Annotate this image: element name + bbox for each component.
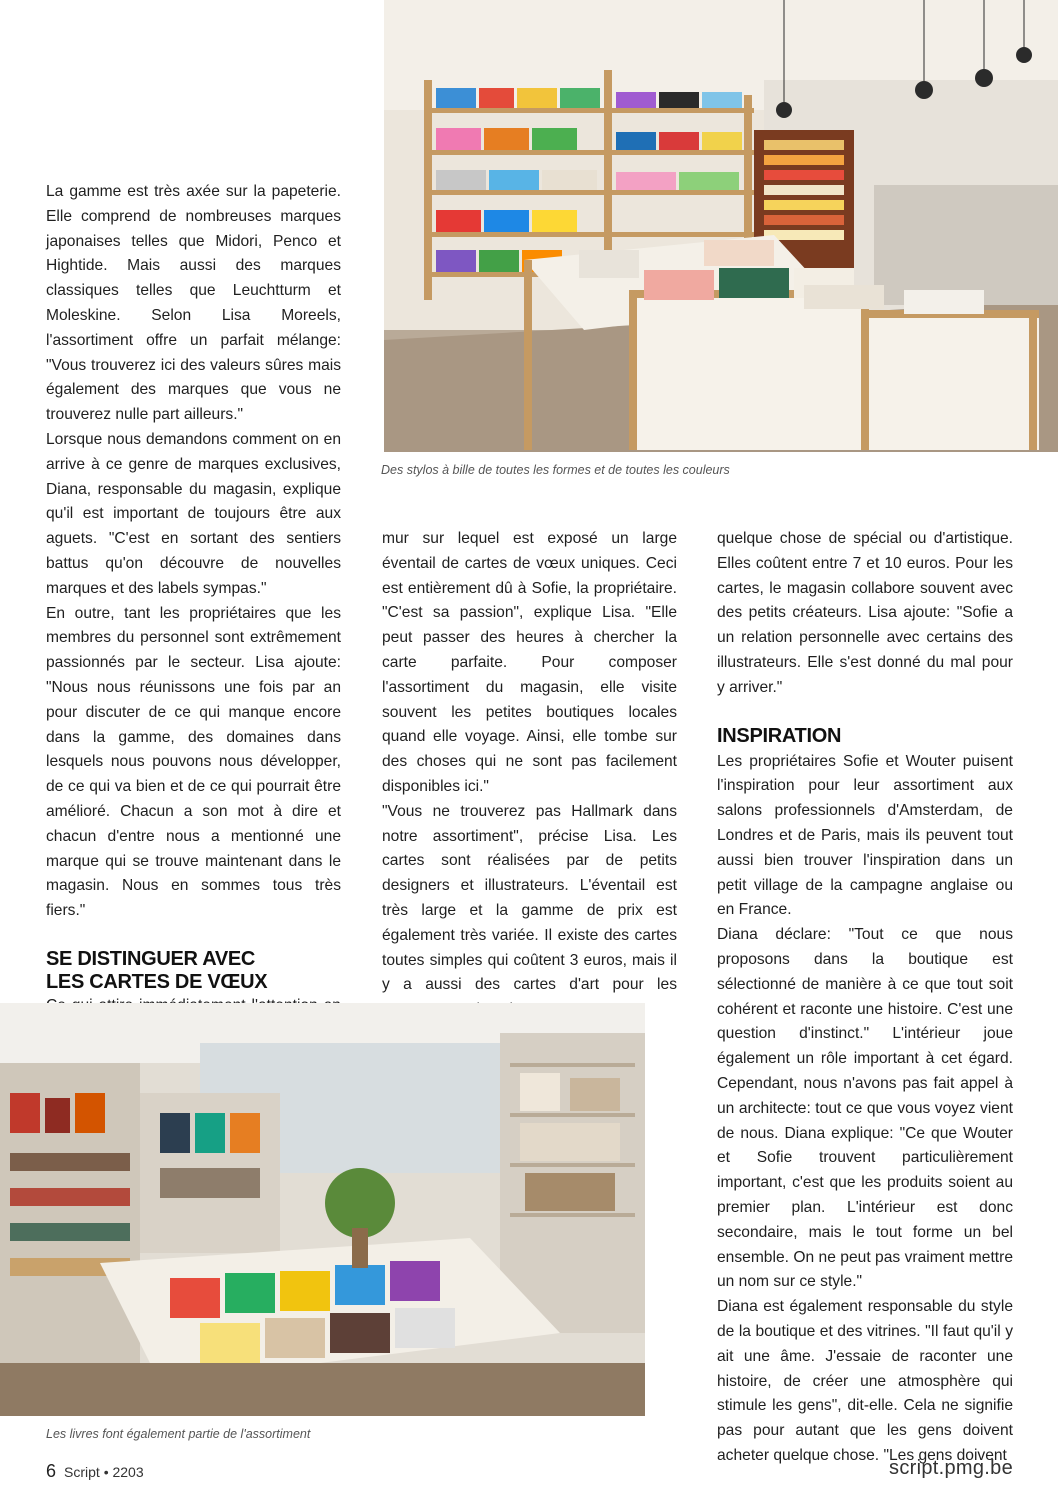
paragraph: quelque chose de spécial ou d'artistique. Elles coûtent entre 7 et 10 euros. Pour les cartes, le magasin collabore souvent avec des petits créateurs. Lisa ajoute: "Sofie a un relation personnelle avec certains des illustrateurs. Elle s'est donné du mal pour y arriver." — [717, 530, 1013, 696]
article-column-2 — [382, 527, 677, 1023]
page-footer-left — [46, 1461, 144, 1482]
photo-caption-top: Des stylos à bille de toutes les formes et de toutes les couleurs — [381, 463, 730, 477]
article-column-3 — [717, 527, 1013, 1469]
shop-photo-pens-illustration — [384, 0, 1058, 452]
paragraph: Lorsque nous demandons comment on en arrive à ce genre de marques exclusives, Diana, responsable du magasin, explique qu'il est important de toujours être aux aguets. "C'est en sortant des sentiers battus qu'on découvre de nouvelles marques et des labels sympas." — [46, 430, 341, 597]
magazine-issue: Script • 2203 — [64, 1464, 144, 1480]
shop-photo-books-illustration — [0, 1003, 645, 1416]
paragraph: Diana est également responsable du style de la boutique et des vitrines. "Il faut qu'il y ait une âme. J'essaie de raconter une histoire, de créer une atmosphère qui stimule les gens", dit-elle. Cela ne signifie pas pour autant que les gens doivent acheter quelque chose. "Les gens doivent — [717, 1298, 1013, 1464]
paragraph: En outre, tant les propriétaires que les membres du personnel sont extrêmement passionnés par le secteur. Lisa ajoute: "Nous nous réunissons une fois par an pour discuter de ce qui manque encore dans la gamme, des domaines dans lesquels nous pouvons nous développer, de ce qui va bien et de ce qui pourrait être amélioré. Chacun a son mot à dire et chacun d'entre nous a mentionné une marque qui se trouve maintenant dans le magasin. Nous en sommes tous très fiers." — [46, 604, 341, 920]
article-column-1 — [46, 180, 341, 1044]
paragraph: Diana déclare: "Tout ce que nous proposons dans la boutique est sélectionné de manière à ce que tout soit cohérent et raconte une histoire. C'est une question d'instinct." L'intérieur joue également un rôle important à cet égard. Cependant, nous n'avons pas fait appel à un architecte: tout ce que vous voyez vient de nous. Diana explique: "Ce que Wouter et Sofie trouvent particulièrement important, c'est que les produits soient au premier plan. L'intérieur est donc secondaire, mais le tout forme un bel ensemble. On ne peut pas vraiment mettre un nom sur ce style." — [717, 926, 1013, 1291]
section-heading-greeting-cards — [46, 948, 341, 994]
shop-photo-pens — [384, 0, 1058, 452]
paragraph: La gamme est très axée sur la papeterie. Elle comprend de nombreuses marques japonaises telles que Midori, Penco et Hightide. Mais aussi des marques classiques telles que Leuchtturm et Moleskine. Selon Lisa Moreels, l'assortiment offre un parfait mélange: "Vous trouverez ici des valeurs sûres mais également des marques que vous ne trouverez nulle part ailleurs." — [46, 183, 341, 424]
photo-caption-bottom: Les livres font également partie de l'assortiment — [46, 1427, 311, 1441]
heading-line: LES CARTES DE VŒUX — [46, 970, 268, 993]
shop-photo-books — [0, 1003, 645, 1416]
paragraph: "Vous ne trouverez pas Hallmark dans notre assortiment", précise Lisa. Les cartes sont réalisées par de petits designers et illustrateurs. L'éventail est très large et la gamme de prix est également très variée. Il existe des cartes toutes simples qui coûtent 3 euros, mais il y a aussi des cartes d'art pour les — [382, 802, 677, 994]
paragraph: mur sur lequel est exposé un large éventail de cartes de vœux uniques. Ceci est entièrement dû à Sofie, la propriétaire. "C'est sa passion", explique Lisa. "Elle peut passer des heures à chercher la carte parfaite. Pour composer l'assortiment du magasin, elle visite souvent les petites boutiques locales quand elle voyage. Ainsi, elle tombe sur des choses qui ne sont pas facilement disponibles ici." — [382, 530, 677, 795]
paragraph: Les propriétaires Sofie et Wouter puisent l'inspiration pour leur assortiment aux salons professionnels d'Amsterdam, de Londres et de Paris, mais ils peuvent tout aussi bien trouver l'inspiration dans un petit village de la campagne anglaise ou en France. — [717, 752, 1013, 919]
section-heading-inspiration: INSPIRATION — [717, 724, 842, 747]
page-number: 6 — [46, 1461, 57, 1481]
heading-line: SE DISTINGUER AVEC — [46, 947, 256, 970]
website-link[interactable]: script.pmg.be — [889, 1457, 1013, 1479]
